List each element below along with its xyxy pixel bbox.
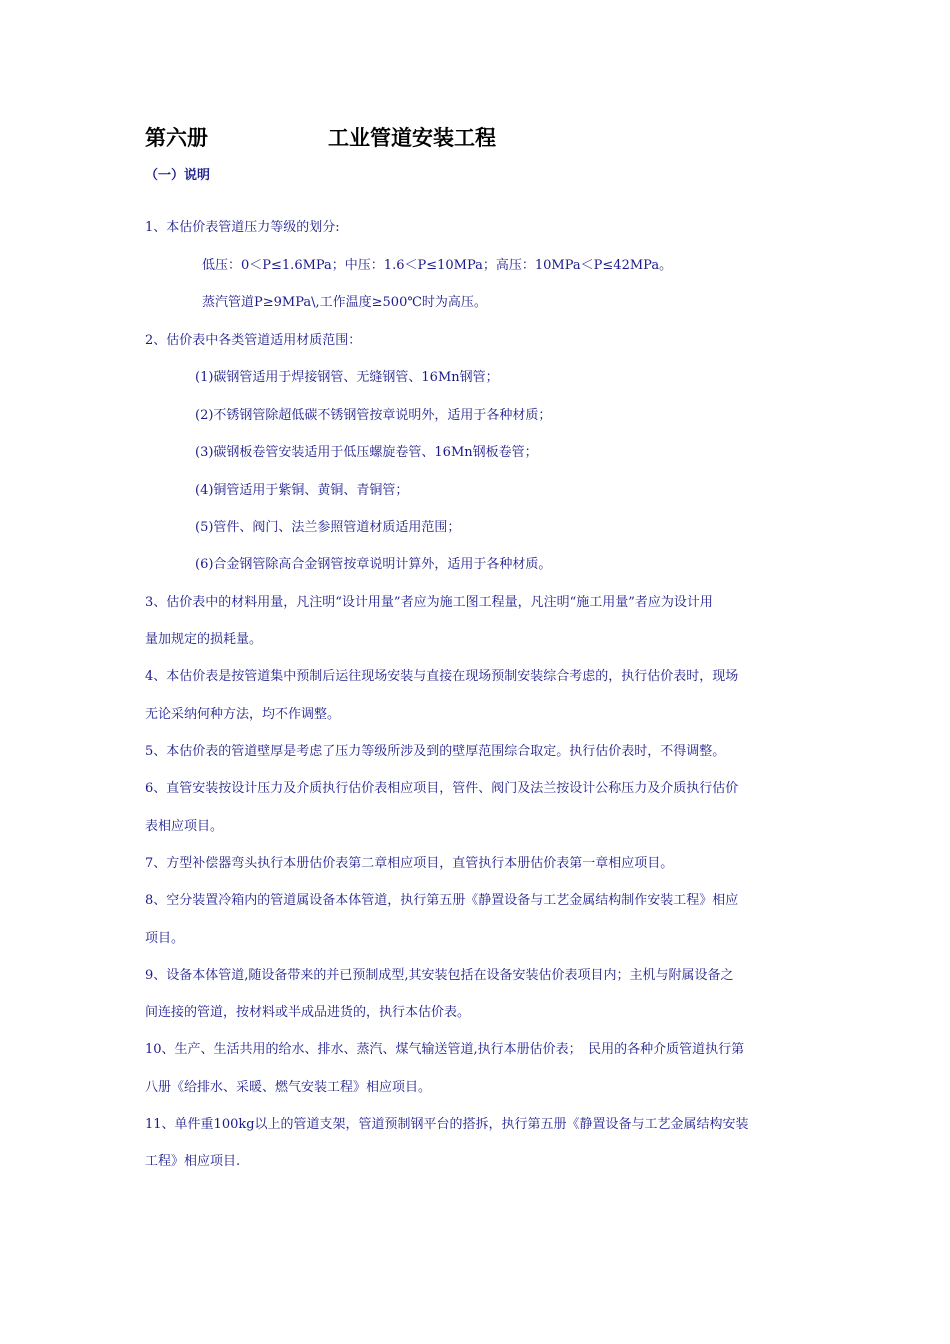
text-line: 8、空分装置冷箱内的管道属设备本体管道，执行第五册《静置设备与工艺金属结构制作安装工程》相应 [145,893,739,908]
text-line: 无论采纳何种方法，均不作调整。 [145,707,341,722]
text-line: 3、估价表中的材料用量，凡注明“设计用量”者应为施工图工程量，凡注明“施工用量”者应为设计用 [145,595,713,610]
text-line: 项目。 [145,931,185,946]
text-line: 工程》相应项目. [145,1154,241,1169]
text-line: 11、单件重100kg以上的管道支架，管道预制钢平台的搭拆，执行第五册《静置设备与工艺金属结构安装 [145,1117,749,1132]
section-heading: （一）说明 [145,168,211,183]
text-line: (5)管件、阀门、法兰参照管道材质适用范围； [195,520,461,535]
text-line: 低压：0＜P≤1.6MPa；中压：1.6＜P≤10MPa；高压：10MPa＜P≤42MPa。 [202,258,673,273]
volume-label: 第六册 [145,125,208,150]
text-line: 八册《给排水、采暖、燃气安装工程》相应项目。 [145,1080,432,1095]
text-line: (1)碳钢管适用于焊接钢管、无缝钢管、16Mn钢管； [195,370,499,385]
text-line: (2)不锈钢管除超低碳不锈钢管按章说明外，适用于各种材质； [195,408,552,423]
volume-title: 工业管道安装工程 [328,125,496,150]
text-line: 7、方型补偿器弯头执行本册估价表第二章相应项目，直管执行本册估价表第一章相应项目。 [145,856,674,871]
text-line: 5、本估价表的管道壁厚是考虑了压力等级所涉及到的壁厚范围综合取定。执行估价表时，不得调整。 [145,744,726,759]
text-line: 蒸汽管道P≥9MPa\,工作温度≥500℃时为高压。 [202,295,487,310]
text-line: 9、设备本体管道,随设备带来的并已预制成型,其安装包括在设备安装估价表项目内；主机与附属设备之 [145,968,734,983]
text-line: 4、本估价表是按管道集中预制后运往现场安装与直接在现场预制安装综合考虑的，执行估价表时，现场 [145,669,739,684]
text-line: 2、估价表中各类管道适用材质范围： [145,333,362,348]
text-line: (4)铜管适用于紫铜、黄铜、青铜管； [195,483,409,498]
text-line: 间连接的管道，按材料或半成品进货的，执行本估价表。 [145,1005,471,1020]
text-line: 10、生产、生活共用的给水、排水、蒸汽、煤气输送管道,执行本册估价表； 民用的各种介质管道执行第 [145,1042,745,1057]
text-line: 表相应项目。 [145,819,224,834]
text-line: 1、本估价表管道压力等级的划分: [145,220,340,235]
text-line: (6)合金钢管除高合金钢管按章说明计算外，适用于各种材质。 [195,557,552,572]
text-line: (3)碳钢板卷管安装适用于低压螺旋卷管、16Mn钢板卷管； [195,445,538,460]
text-line: 6、直管安装按设计压力及介质执行估价表相应项目，管件、阀门及法兰按设计公称压力及介质执行估价 [145,781,739,796]
text-line: 量加规定的损耗量。 [145,632,263,647]
